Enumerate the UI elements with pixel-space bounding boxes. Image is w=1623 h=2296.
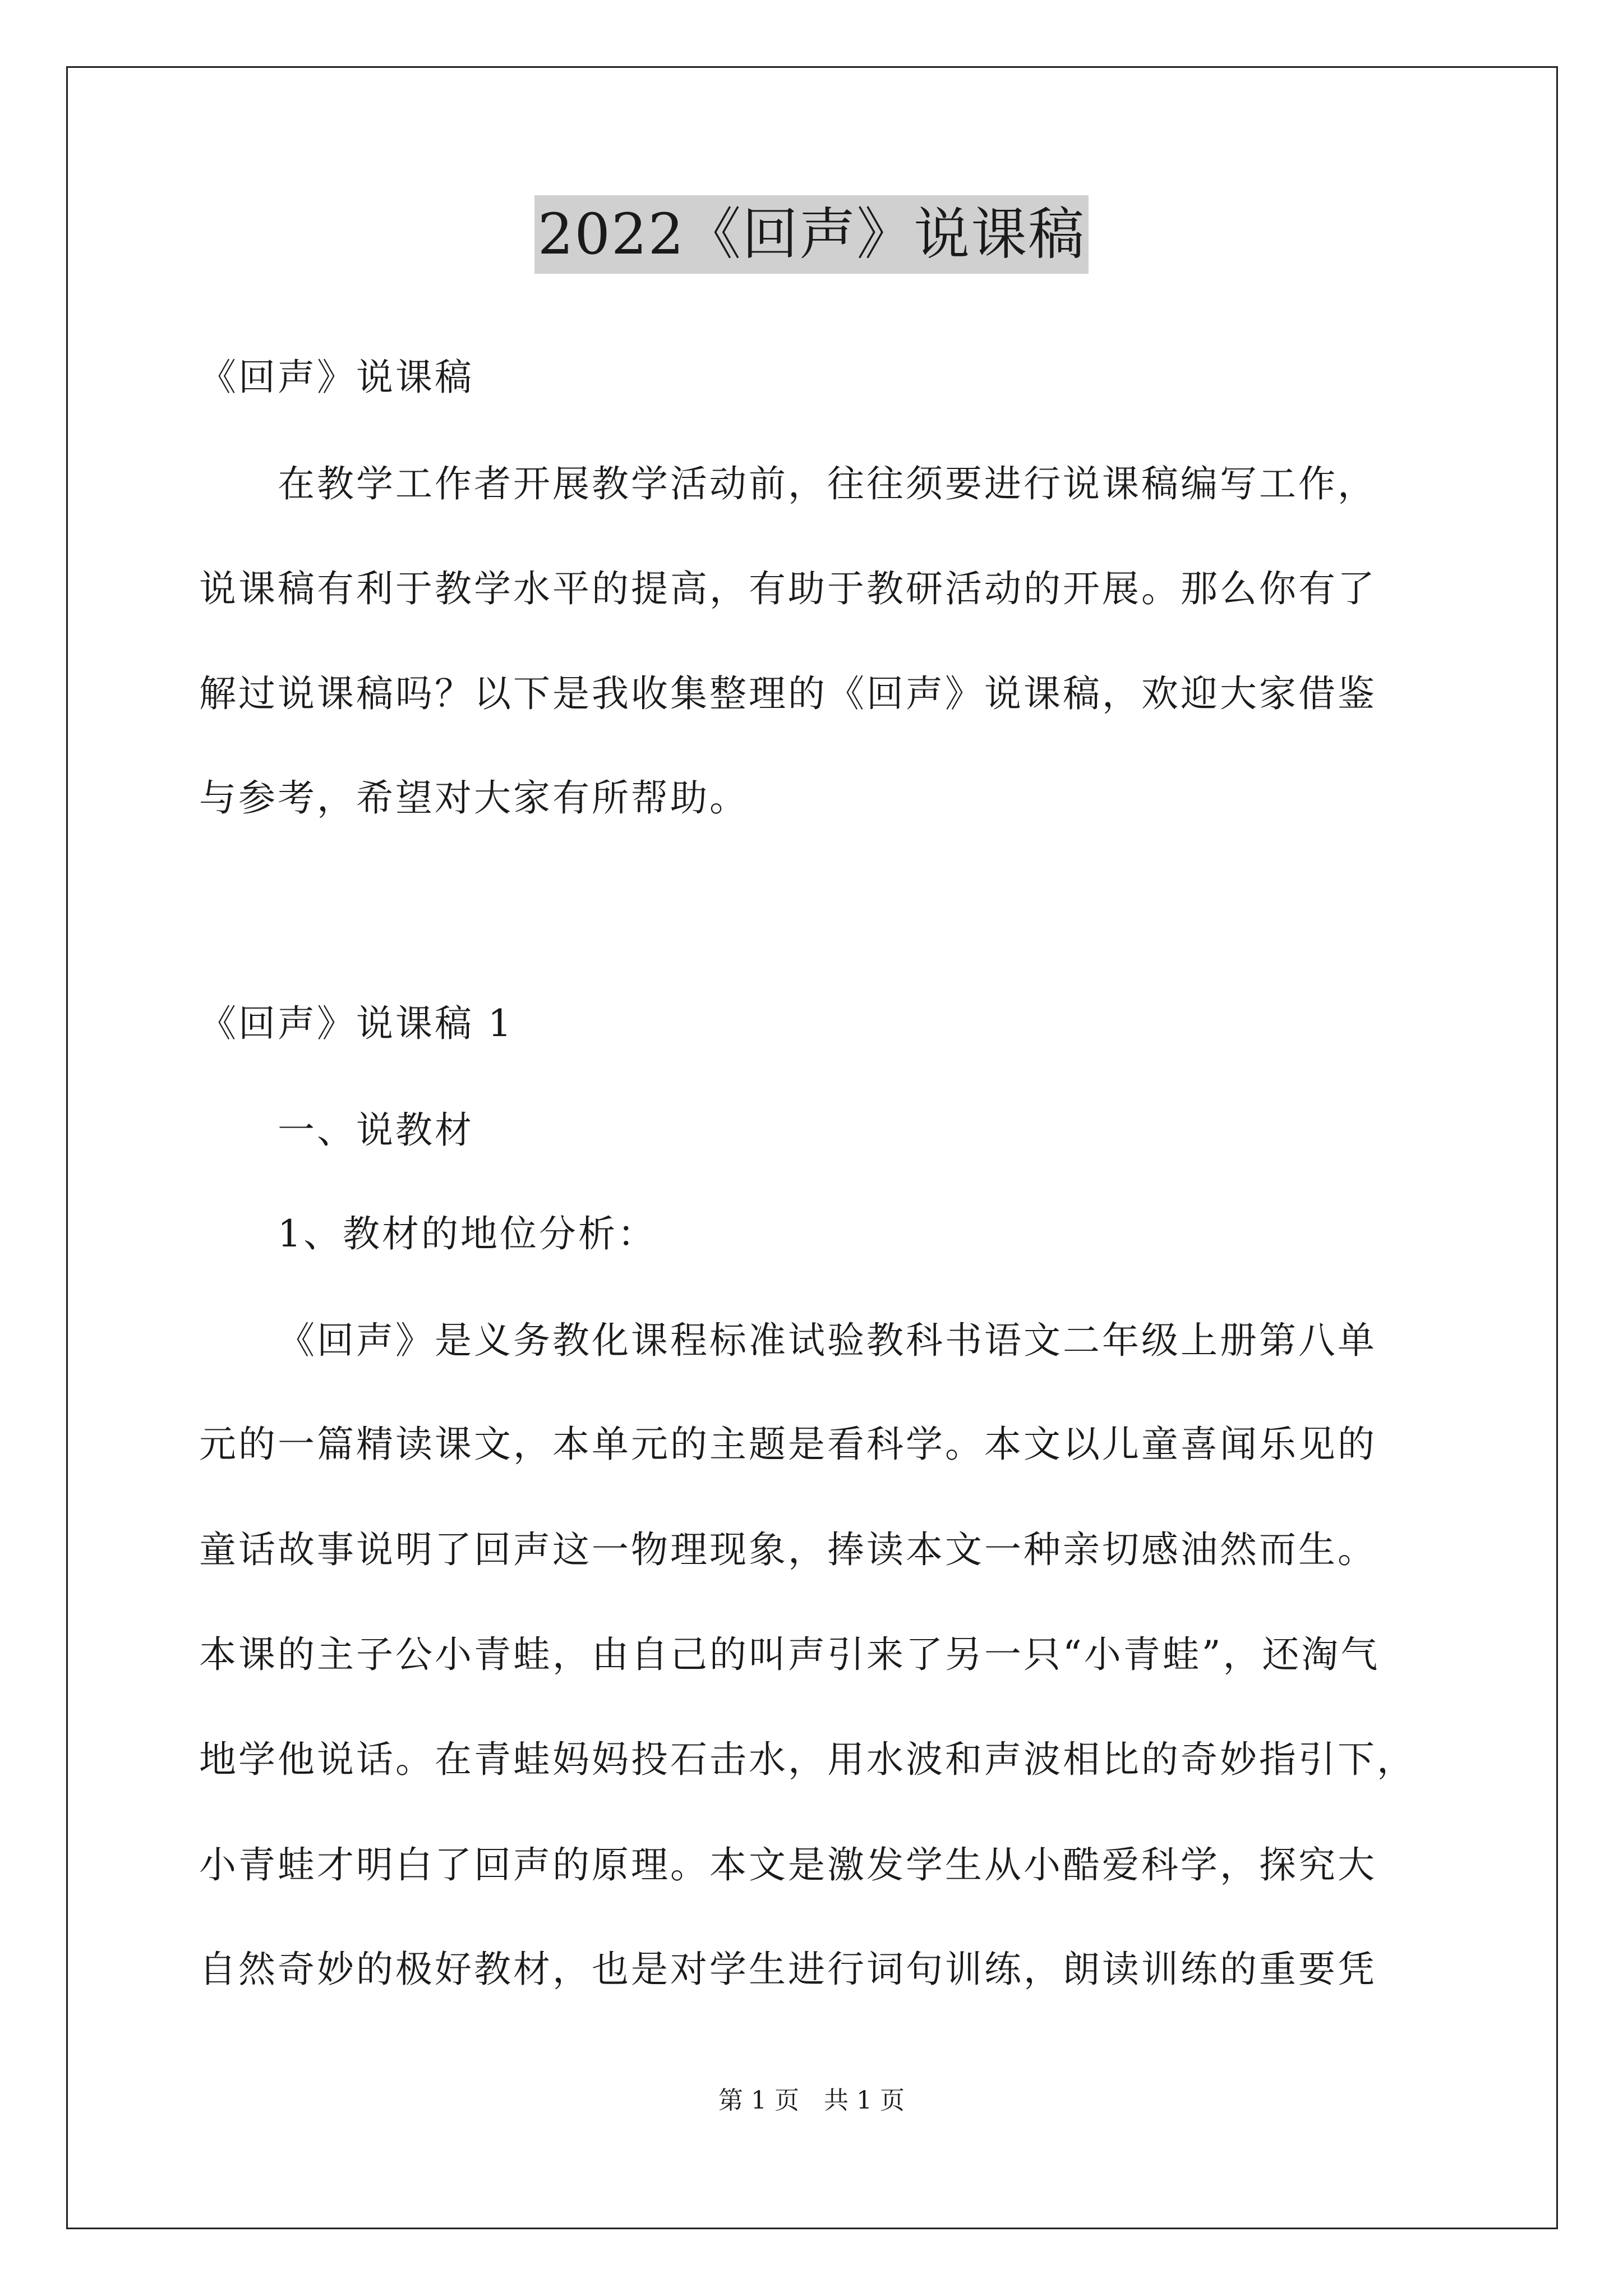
heading-2: 1、教材的地位分析： (278, 1212, 657, 1255)
intro-line-4: 与参考，希望对大家有所帮助。 (199, 776, 749, 820)
section-title: 《回声》说课稿 1 (199, 1002, 514, 1045)
body-line-3: 童话故事说明了回声这一物理现象，捧读本文一种亲切感油然而生。 (199, 1528, 1377, 1571)
title-container (0, 195, 1623, 274)
body-line-1: 《回声》是义务教化课程标准试验教科书语文二年级上册第八单 (278, 1319, 1377, 1362)
body-line-2: 元的一篇精读课文，本单元的主题是看科学。本文以儿童喜闻乐见的 (199, 1423, 1377, 1466)
document-subtitle: 《回声》说课稿 (199, 356, 474, 399)
intro-line-3: 解过说课稿吗？以下是我收集整理的《回声》说课稿，欢迎大家借鉴 (199, 672, 1377, 715)
document-title: 2022《回声》说课稿 (534, 195, 1089, 274)
page-footer: 第 1 页 共 1 页 (718, 2086, 905, 2115)
body-line-7: 自然奇妙的极好教材，也是对学生进行词句训练，朗读训练的重要凭 (199, 1948, 1377, 1991)
intro-line-2: 说课稿有利于教学水平的提高，有助于教研活动的开展。那么你有了 (199, 567, 1377, 610)
body-line-5: 地学他说话。在青蛙妈妈投石击水，用水波和声波相比的奇妙指引下， (199, 1738, 1416, 1781)
body-line-4: 本课的主子公小青蛙，由自己的叫声引来了另一只“小青蛙”，还淘气 (199, 1633, 1380, 1676)
heading-1: 一、说教材 (278, 1108, 474, 1152)
body-line-6: 小青蛙才明白了回声的原理。本文是激发学生从小酷爱科学，探究大 (199, 1843, 1377, 1887)
intro-line-1: 在教学工作者开展教学活动前，往往须要进行说课稿编写工作， (278, 462, 1377, 505)
